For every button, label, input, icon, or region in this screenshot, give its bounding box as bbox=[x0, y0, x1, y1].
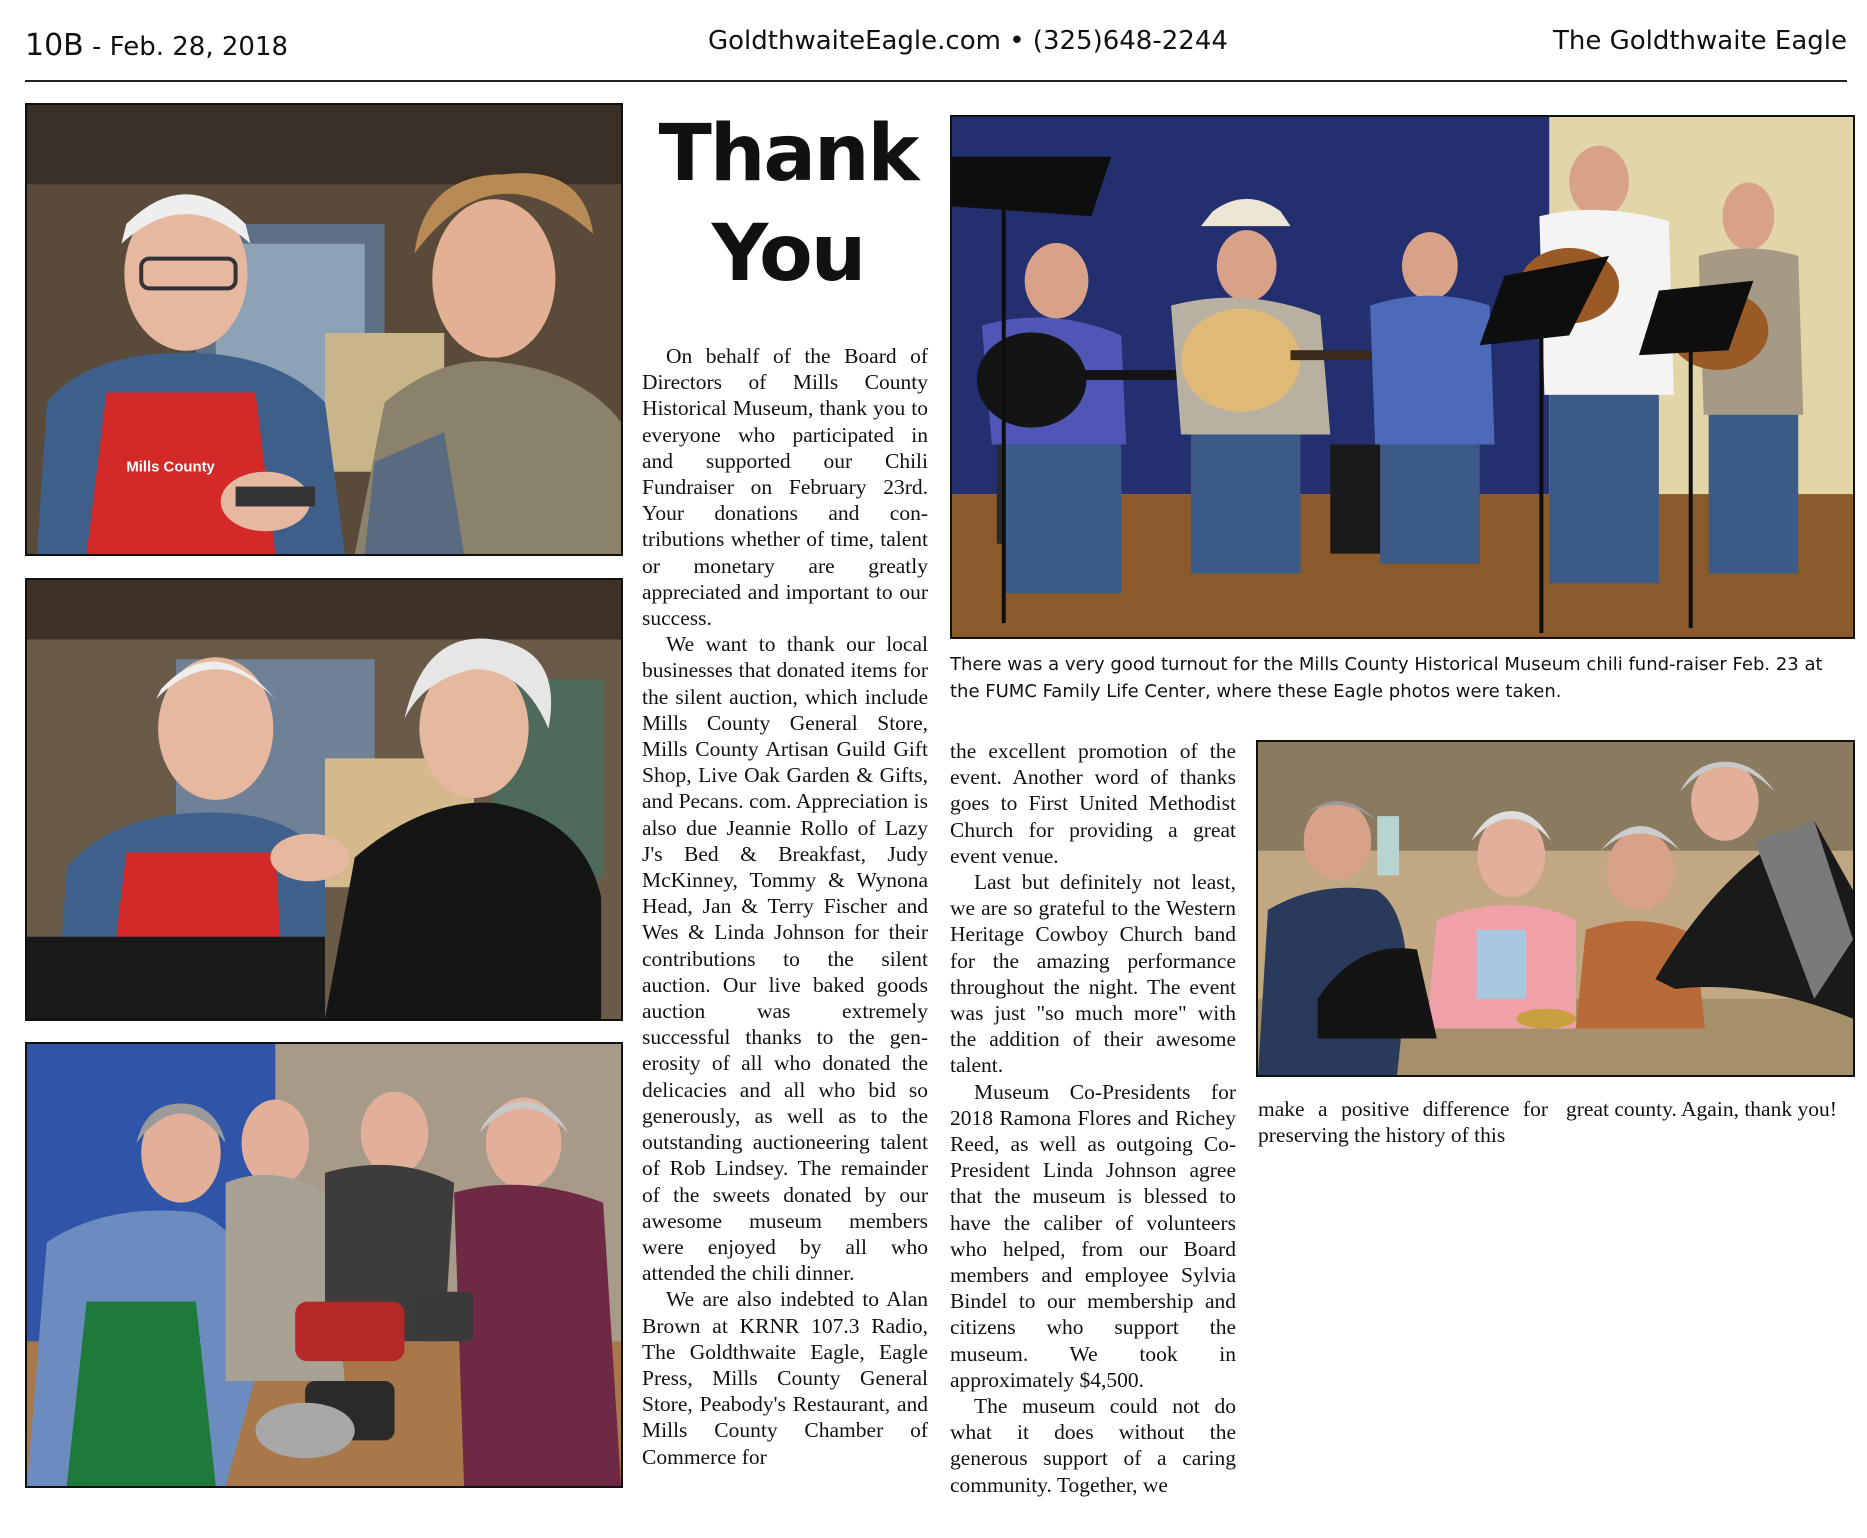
masthead: The Goldthwaite Eagle bbox=[1552, 26, 1847, 56]
article-column-1 bbox=[642, 343, 928, 1470]
photo-serving-chili bbox=[25, 1042, 623, 1488]
issue-date: - Feb. 28, 2018 bbox=[92, 32, 289, 62]
paragraph: Last but definitely not least, we are so grateful to the Western Heritage Cowboy Church band for the amazing performance throughout the night. The event was just "so much more" with the addition of their awesome talent. bbox=[950, 870, 1236, 1078]
photo-band-performance bbox=[950, 115, 1855, 639]
paragraph: We want to thank our local businesses that donated items for the silent auction, which include Mills County General Store, Mills County Artisan Guild Gift Shop, Live Oak Garden & Gifts, and Pecans. com. Appreciation is also due Jeannie Rollo of Lazy J's Bed & Breakfast, Judy McKinney, Tommy & Wynona Head, Jan & Terry Fischer and Wes & Linda Johnson for their contributions to the silent auction. Our live baked goods auction was extremely successful thanks to the generosity of all who donated the delicacies and all who bid so generously, as well as to the outstanding auctioneering talent of Rob Lindsey. The remainder of the sweets donated by our awesome museum members were enjoyed by all who attended the chili dinner. bbox=[642, 632, 928, 1286]
apron-text: Mills County bbox=[126, 459, 215, 476]
page-number-date bbox=[25, 28, 288, 63]
header-rule bbox=[25, 80, 1847, 82]
paragraph: Museum Co-Presidents for 2018 Ramona Flores and Richey Reed, as well as outgoing Co-President Linda Johnson agree that the museum is blessed to have the caliber of volunteers who helped, from our Board members and employee Sylvia Bindel to our membership and citizens who support the museum. We took in approximately $4,500. bbox=[950, 1079, 1236, 1392]
paragraph: make a positive difference for preserving the history of this bbox=[1258, 1097, 1548, 1148]
paragraph: We are also indebted to Alan Brown at KRNR 107.3 Radio, The Goldthwaite Eagle, Eagle Press, Mills County General Store, Peabody's Restaurant, and Mills County Chamber of Commerce for bbox=[642, 1287, 928, 1469]
paragraph: The museum could not do what it does without the generous support of a caring community. Together, we bbox=[950, 1394, 1236, 1497]
band-photo-caption: There was a very good turnout for the Mills County Historical Museum chili fund-raiser Feb. 23 at the FUMC Family Life Center, where these Eagle photos were taken. bbox=[950, 654, 1823, 702]
photo-volunteer-handoff bbox=[25, 103, 623, 556]
page-number: 10B bbox=[25, 28, 84, 63]
paragraph: great county. Again, thank you! bbox=[1566, 1097, 1837, 1121]
website-phone: GoldthwaiteEagle.com • (325)648-2244 bbox=[708, 26, 1228, 56]
article-column-3a bbox=[1258, 1096, 1548, 1148]
photo-handshake bbox=[25, 578, 623, 1021]
title-line-thank: Thank bbox=[658, 109, 918, 199]
title-line-you: You bbox=[711, 209, 865, 299]
photo-table-guests bbox=[1256, 740, 1855, 1077]
article-column-2 bbox=[950, 738, 1236, 1498]
article-title bbox=[636, 104, 940, 304]
article-column-3b bbox=[1566, 1096, 1855, 1122]
paragraph: the excellent promotion of the event. Another word of thanks goes to First United Methodist Church for providing a great event venue. bbox=[950, 739, 1236, 868]
paragraph: On behalf of the Board of Directors of Mills County Historical Museum, thank you to everyone who participated in and supported our Chili Fundraiser on February 23rd. Your donations and contributions whether of time, talent or monetary are greatly appreciated and important to our success. bbox=[642, 344, 928, 631]
